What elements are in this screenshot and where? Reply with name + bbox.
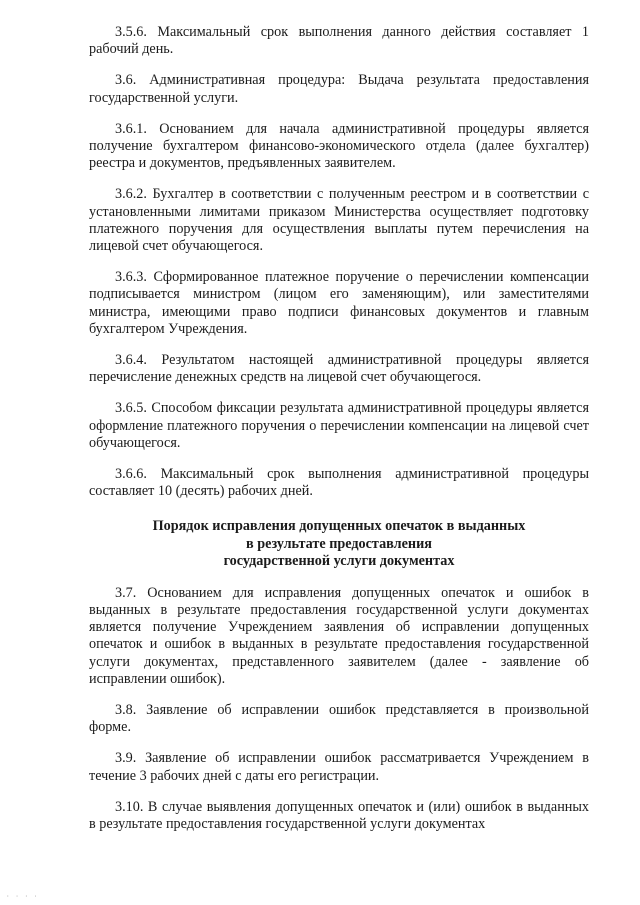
paragraph-3-10: 3.10. В случае выявления допущенных опечаток и (или) ошибок в выданных в результате предоставления государственной услуги документах <box>89 798 589 832</box>
paragraph-3-6-5: 3.6.5. Способом фиксации результата административной процедуры является оформление платежного поручения о перечислении компенсации на лицевой счет обучающегося. <box>89 400 589 451</box>
paragraph-3-6-4: 3.6.4. Результатом настоящей административной процедуры является перечисление денежных средств на лицевой счет обучающегося. <box>89 352 589 386</box>
paragraph-3-6-3: 3.6.3. Сформированное платежное поручение о перечислении компенсации подписывается министром (лицом его заменяющим), или заместителями министра, имеющими право подписи финансовых документов и главным бухгалтером Учреждения. <box>89 269 589 337</box>
paragraph-3-8: 3.8. Заявление об исправлении ошибок представляется в произвольной форме. <box>89 701 589 736</box>
paragraph-3-7: 3.7. Основанием для исправления допущенных опечаток и ошибок в выданных в результате предоставления государственной услуги документах является получение Учреждением заявления об исправлении допущенных опечаток и ошибок в выданных в результате предоставления государственной услуги документах, представленного заявителем (далее - заявление об исправлении ошибок). <box>89 584 589 687</box>
paragraph-3-5-6: 3.5.6. Максимальный срок выполнения данного действия составляет 1 рабочий день. <box>89 24 589 58</box>
section-heading-line-2: в результате предоставления <box>246 535 432 552</box>
paragraph-3-6-6: 3.6.6. Максимальный срок выполнения административной процедуры составляет 10 (десять) рабочих дней. <box>89 466 589 500</box>
paragraph-3-6-1: 3.6.1. Основанием для начала административной процедуры является получение бухгалтером финансово-экономического отдела (далее бухгалтер) реестра и документов, предъявленных заявителем. <box>89 120 589 172</box>
section-heading-line-1: Порядок исправления допущенных опечаток в выданных <box>152 518 526 535</box>
paragraph-3-6: 3.6. Административная процедура: Выдача результата предоставления государственной услуги. <box>89 72 589 106</box>
section-heading <box>89 518 589 570</box>
paragraph-3-9: 3.9. Заявление об исправлении ошибок рассматривается Учреждением в течение 3 рабочих дней с даты его регистрации. <box>89 750 589 784</box>
document-page <box>89 24 589 844</box>
paragraph-3-6-2: 3.6.2. Бухгалтер в соответствии с полученным реестром и в соответствии с установленными лимитами приказом Министерства осуществляет подготовку платежного поручения для осуществления выплаты путем перечисления на лицевой счет обучающегося. <box>89 186 589 255</box>
section-heading-line-3: государственной услуги документах <box>223 553 455 570</box>
scan-artifact: · · · · <box>6 893 39 900</box>
